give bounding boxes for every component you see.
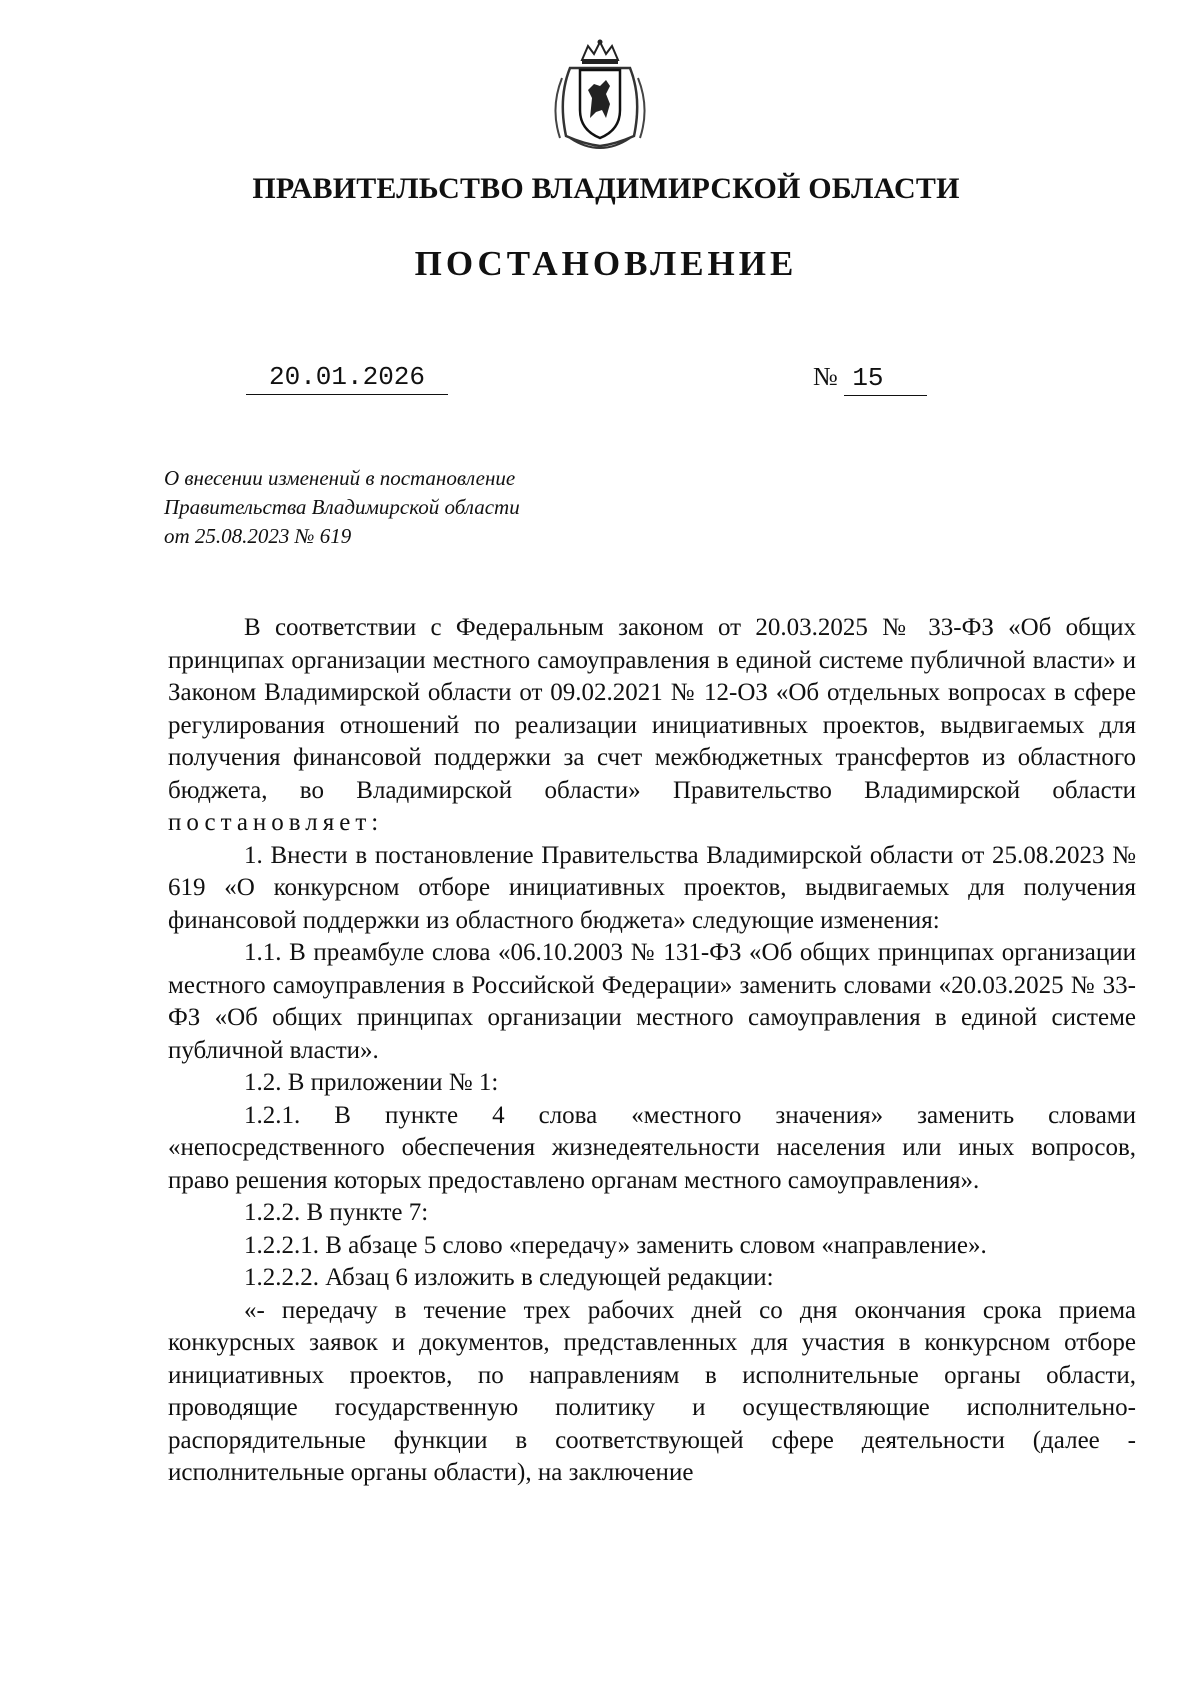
document-number-field [813,362,927,396]
subject-line: О внесении изменений в постановление [164,466,516,490]
body-paragraph: 1. Внести в постановление Правительства Владимирской области от 25.08.2023 № 619 «О конкурсном отборе инициативных проектов, выдвигаемых для получения финансовой поддержки из областного бюджета» следующие изменения: [168,841,1136,934]
number-sign: № [813,362,838,391]
document-body [168,612,1136,1490]
coat-of-arms-icon [540,38,660,150]
body-paragraph: 1.2.2. В пункте 7: [244,1199,429,1226]
body-paragraph-preamble [168,612,1136,840]
document-date: 20.01.2026 [246,362,448,395]
body-paragraph: 1.2. В приложении № 1: [244,1069,499,1096]
resolves-word: постановляет: [168,809,384,836]
subject-line: от 25.08.2023 № 619 [164,524,352,548]
body-paragraph: 1.2.2.1. В абзаце 5 слово «передачу» заменить словом «направление». [244,1231,987,1259]
document-number: 15 [844,363,927,396]
organization-title: ПРАВИТЕЛЬСТВО ВЛАДИМИРСКОЙ ОБЛАСТИ [252,172,960,205]
document-type-title: ПОСТАНОВЛЕНИЕ [414,244,798,283]
subject-line: Правительства Владимирской области [164,495,520,519]
preamble-text: В соответствии с Федеральным законом от 20.03.2025 № 33-ФЗ «Об общих принципах организации местного самоуправления в единой системе публичной власти» и Законом Владимирской области от 09.02.2021 № 12-ОЗ «Об отдельных вопросах в сфере регулирования отношений по реализации инициативных проектов, выдвигаемых для получения финансовой поддержки за счет межбюджетных трансфертов из областного бюджета, во Владимирской области» Правительство Владимирской области [168,614,1136,804]
body-paragraph: 1.1. В преамбуле слова «06.10.2003 № 131-ФЗ «Об общих принципах организации местного самоуправления в Российской Федерации» заменить словами «20.03.2025 № 33-ФЗ «Об общих принципах организации местного самоуправления в единой системе публичной власти». [168,939,1136,1064]
body-paragraph: «- передачу в течение трех рабочих дней со дня окончания срока приема конкурсных заявок и документов, представленных для участия в конкурсном отборе инициативных проектов, по направлениям в исполнительные органы области, проводящие государственную политику и осуществляющие исполнительно-распорядительные функции в соответствующей сфере деятельности (далее - исполнительные органы области), на заключение [168,1296,1136,1486]
document-subject [164,464,520,551]
body-paragraph: 1.2.2.2. Абзац 6 изложить в следующей редакции: [244,1264,774,1291]
body-paragraph: 1.2.1. В пункте 4 слова «местного значения» заменить словами «непосредственного обеспечения жизнедеятельности населения или иных вопросов, право решения которых предоставлено органам местного самоуправления». [168,1101,1136,1194]
